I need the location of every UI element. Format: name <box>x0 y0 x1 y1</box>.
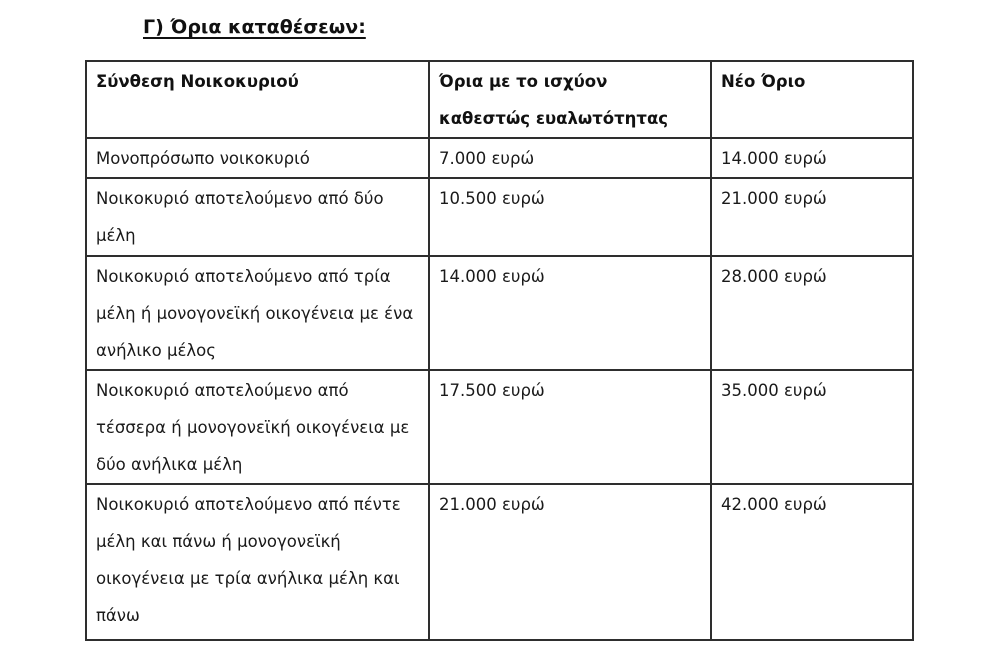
cell-new-limit: 35.000 ευρώ <box>711 370 913 484</box>
page-title: Γ) Όρια καταθέσεων: <box>143 16 366 38</box>
cell-new-limit: 14.000 ευρώ <box>711 138 913 178</box>
cell-current-limit: 21.000 ευρώ <box>429 484 711 640</box>
table-row <box>86 178 913 256</box>
table-row <box>86 484 913 640</box>
cell-new-limit: 21.000 ευρώ <box>711 178 913 256</box>
cell-household: Νοικοκυριό αποτελούμενο από τέσσερα ή μονογονεϊκή οικογένεια με δύο ανήλικα μέλη <box>86 370 429 484</box>
table-row <box>86 370 913 484</box>
column-header-new-limit: Νέο Όριο <box>711 61 913 138</box>
document-table <box>85 60 914 641</box>
cell-new-limit: 28.000 ευρώ <box>711 256 913 370</box>
column-header-current-limit: Όρια με το ισχύον καθεστώς ευαλωτότητας <box>429 61 711 138</box>
cell-household: Νοικοκυριό αποτελούμενο από τρία μέλη ή μονογονεϊκή οικογένεια με ένα ανήλικο μέλος <box>86 256 429 370</box>
cell-current-limit: 14.000 ευρώ <box>429 256 711 370</box>
cell-new-limit: 42.000 ευρώ <box>711 484 913 640</box>
cell-household: Νοικοκυριό αποτελούμενο από πέντε μέλη και πάνω ή μονογονεϊκή οικογένεια με τρία ανήλικα μέλη και πάνω <box>86 484 429 640</box>
table-row <box>86 256 913 370</box>
table-row <box>86 138 913 178</box>
column-header-household: Σύνθεση Νοικοκυριού <box>86 61 429 138</box>
cell-household: Μονοπρόσωπο νοικοκυριό <box>86 138 429 178</box>
cell-household: Νοικοκυριό αποτελούμενο από δύο μέλη <box>86 178 429 256</box>
table-header-row <box>86 61 913 138</box>
cell-current-limit: 10.500 ευρώ <box>429 178 711 256</box>
cell-current-limit: 7.000 ευρώ <box>429 138 711 178</box>
cell-current-limit: 17.500 ευρώ <box>429 370 711 484</box>
